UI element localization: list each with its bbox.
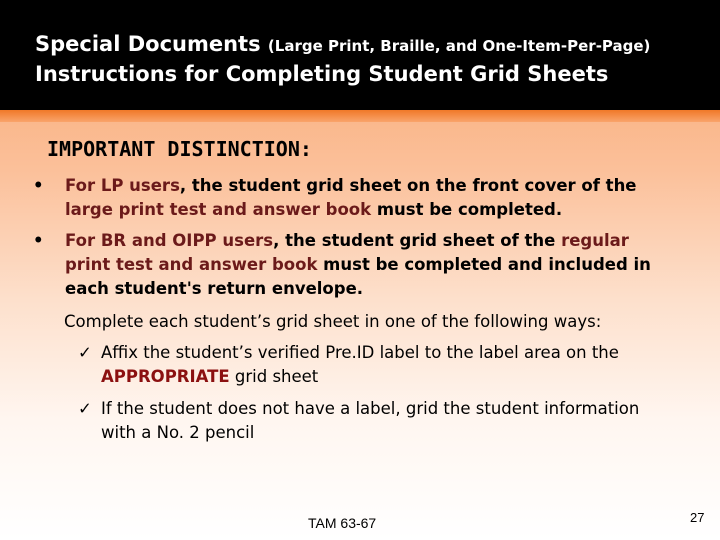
checklist-text-part: grid sheet xyxy=(229,367,319,386)
title-line-1 xyxy=(35,30,720,60)
bullet-marker: • xyxy=(33,176,44,195)
checklist-text-part: Affix the student’s verified Pre.ID label to the label area on the xyxy=(101,343,619,362)
title-line-2: Instructions for Completing Student Grid Sheets xyxy=(35,62,609,86)
bullet-text-part: must be completed. xyxy=(371,200,563,219)
bullet-lp-users xyxy=(33,174,673,222)
bullet-marker: • xyxy=(33,231,44,250)
accent-stripe xyxy=(0,110,720,122)
checkmark-icon: ✓ xyxy=(78,343,92,362)
page-number: 27 xyxy=(690,510,705,525)
title-subtitle: (Large Print, Braille, and One-Item-Per-Page) xyxy=(267,37,651,55)
checklist-text: If the student does not have a label, grid the student information with a No. 2 pencil xyxy=(101,399,640,442)
section-heading: IMPORTANT DISTINCTION: xyxy=(47,137,312,161)
title-bar xyxy=(0,0,720,110)
bullet-text-part: , the student grid sheet of the xyxy=(273,231,562,250)
bullet-text xyxy=(65,229,673,301)
instruction-text: Complete each student’s grid sheet in one of the following ways: xyxy=(64,312,602,331)
bullet-br-oipp-users xyxy=(33,229,673,301)
bullet-highlight: regular print test and answer book xyxy=(65,231,629,274)
emphasis-appropriate: APPROPRIATE xyxy=(101,367,230,386)
checklist-item-grid-pencil xyxy=(78,397,678,445)
checklist-text xyxy=(101,341,678,389)
bullet-text xyxy=(65,174,673,222)
checklist-item-affix-label xyxy=(78,341,678,389)
bullet-highlight: For BR and OIPP users xyxy=(65,231,274,250)
bullet-highlight: large print test and answer book xyxy=(65,200,372,219)
checkmark-icon: ✓ xyxy=(78,399,92,418)
bullet-highlight: For LP users xyxy=(65,176,180,195)
footer-reference: TAM 63-67 xyxy=(308,515,377,531)
title-main: Special Documents xyxy=(35,32,261,56)
bullet-text-part: , the student grid sheet on the front cover of the xyxy=(179,176,637,195)
bullet-text-part: must be completed and included in each student's return envelope. xyxy=(65,255,651,298)
